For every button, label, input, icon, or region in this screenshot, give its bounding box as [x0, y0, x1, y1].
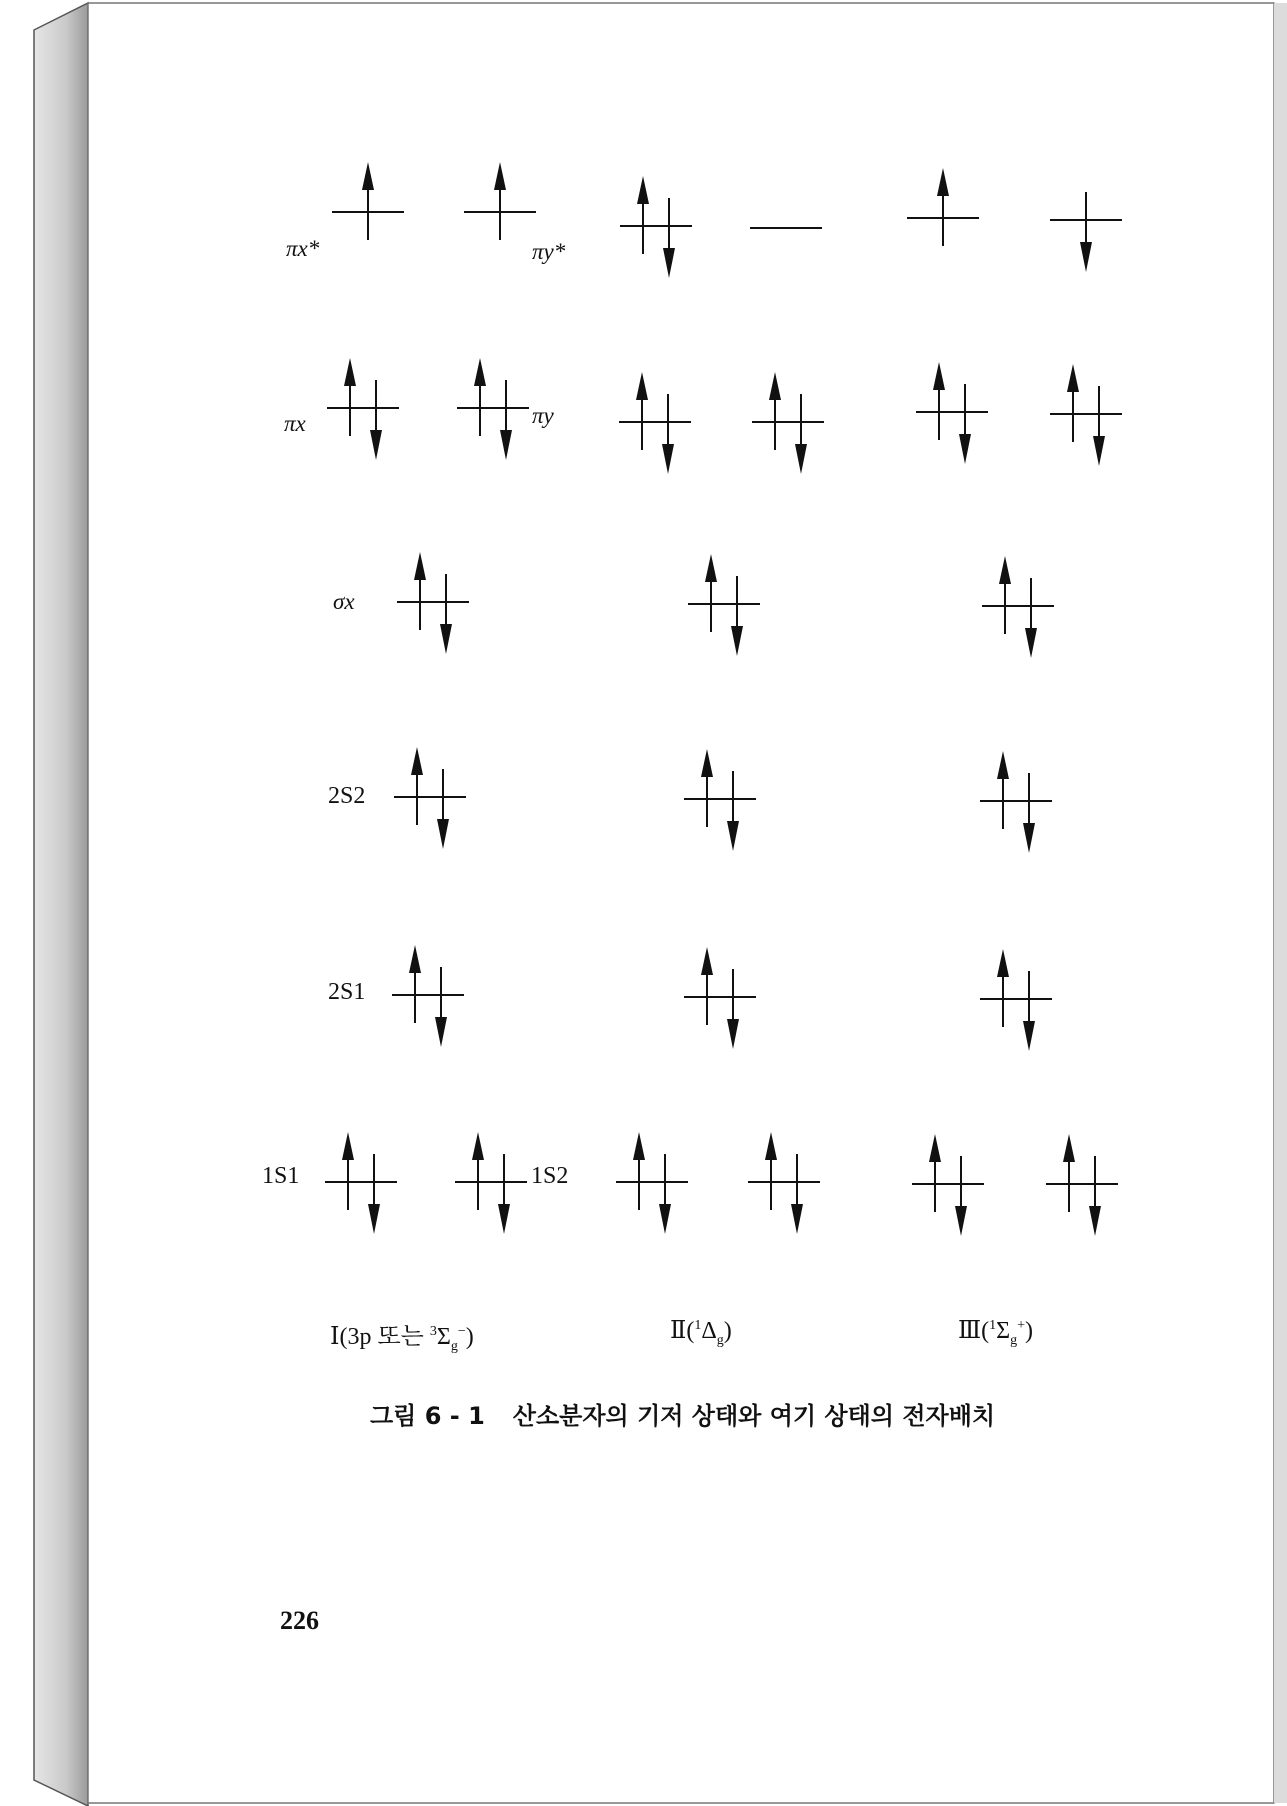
state_II-pi_x_star-up-arrow [637, 176, 649, 204]
state_II-sigma_x-down-arrow [731, 626, 743, 656]
label-pi-y: πy [532, 403, 554, 428]
state_III-sigma_x-up-arrow [999, 556, 1011, 584]
state_III-pi_y-down-arrow [1093, 436, 1105, 466]
state_I-s1_1-up-arrow [342, 1132, 354, 1160]
state_I-s1_2-down-arrow [498, 1204, 510, 1234]
state_I-sigma_x-down-arrow [440, 624, 452, 654]
state_I-pi_y-down-arrow [500, 430, 512, 460]
state_III-pi_y-up-arrow [1067, 364, 1079, 392]
state_I-pi_x_star-up-arrow [362, 162, 374, 190]
state-label-I: Ⅰ(3p 또는 $^3\Sigma_g^-$) [330, 1324, 474, 1354]
state_II-sigma_x-up-arrow [705, 554, 717, 582]
state_III-s1_2-up-arrow [1063, 1134, 1075, 1162]
state_III-s1_1-up-arrow [929, 1134, 941, 1162]
state_II-s2_2-up-arrow [701, 749, 713, 777]
state_II-pi_x_star-down-arrow [663, 248, 675, 278]
label-pi-x-star: πx* [286, 236, 320, 261]
state_III-s1_1-down-arrow [955, 1206, 967, 1236]
state-label-III: $Ⅲ(^1\Sigma_g^+)$ [958, 1318, 1034, 1348]
state_III-pi_x-up-arrow [933, 362, 945, 390]
label-1s2: 1S2 [531, 1163, 569, 1189]
state_III-pi_y_star-down-arrow [1080, 242, 1092, 272]
state_III-pi_x_star-up-arrow [937, 168, 949, 196]
state_I-pi_y_star-up-arrow [494, 162, 506, 190]
state_II-pi_x-up-arrow [636, 372, 648, 400]
state_III-s1_2-down-arrow [1089, 1206, 1101, 1236]
state_II-pi_x-down-arrow [662, 444, 674, 474]
state_I-s2_2-up-arrow [411, 747, 423, 775]
state_I-pi_x-down-arrow [370, 430, 382, 460]
state_II-s2_2-down-arrow [727, 821, 739, 851]
label-pi-y-star: πy* [532, 239, 566, 264]
state_II-pi_y-up-arrow [769, 372, 781, 400]
state_I-pi_y-up-arrow [474, 358, 486, 386]
state_I-sigma_x-up-arrow [414, 552, 426, 580]
state_II-pi_y-down-arrow [795, 444, 807, 474]
state_I-s1_1-down-arrow [368, 1204, 380, 1234]
state_I-s2_1-down-arrow [435, 1017, 447, 1047]
state_II-s1_2-down-arrow [791, 1204, 803, 1234]
label-sigma-x: σx [333, 589, 355, 614]
state_II-s1_1-up-arrow [633, 1132, 645, 1160]
label-1s1: 1S1 [262, 1163, 300, 1189]
state_I-s1_2-up-arrow [472, 1132, 484, 1160]
state_II-s2_1-down-arrow [727, 1019, 739, 1049]
state_III-sigma_x-down-arrow [1025, 628, 1037, 658]
state_III-s2_2-down-arrow [1023, 823, 1035, 853]
figure-title: 산소분자의 기저 상태와 여기 상태의 전자배치 [512, 1402, 996, 1430]
state_III-s2_2-up-arrow [997, 751, 1009, 779]
state_II-s2_1-up-arrow [701, 947, 713, 975]
state_III-s2_1-up-arrow [997, 949, 1009, 977]
state_I-s2_1-up-arrow [409, 945, 421, 973]
figure-number: 그림 6 - 1 [370, 1402, 485, 1430]
state_III-s2_1-down-arrow [1023, 1021, 1035, 1051]
page-number: 226 [280, 1606, 319, 1635]
state_I-s2_2-down-arrow [437, 819, 449, 849]
state-label-II: $Ⅱ(^1\Delta_g)$ [670, 1318, 732, 1348]
state_II-s1_1-down-arrow [659, 1204, 671, 1234]
label-2s1: 2S1 [328, 979, 366, 1005]
state_I-pi_x-up-arrow [344, 358, 356, 386]
state_III-pi_x-down-arrow [959, 434, 971, 464]
state_II-s1_2-up-arrow [765, 1132, 777, 1160]
label-pi-x: πx [284, 411, 306, 436]
figure-caption [370, 1396, 1030, 1431]
label-2s2: 2S2 [328, 783, 366, 809]
